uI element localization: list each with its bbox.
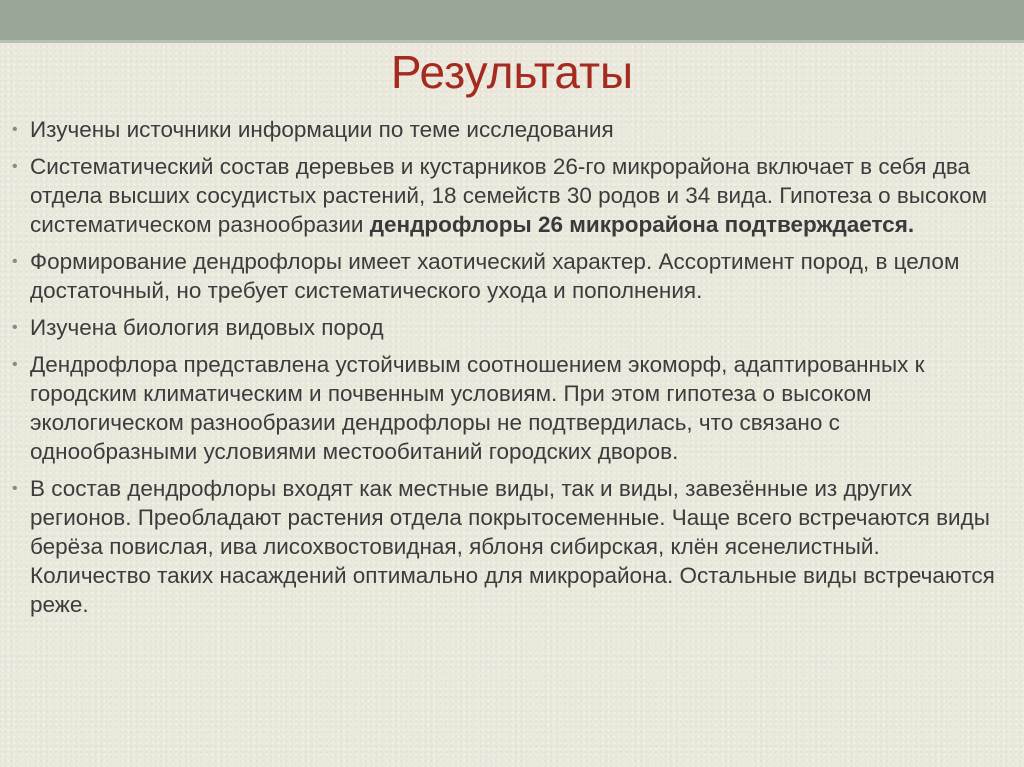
bullet-text [30, 154, 987, 237]
bullet-marker: • [12, 356, 18, 373]
bullet-item-3 [12, 247, 997, 305]
bullet-text-bold: дендрофлоры 26 микрорайона подтверждается. [369, 212, 915, 237]
bullet-marker: • [12, 319, 18, 336]
bullet-text-regular: Систематический состав деревьев и кустарников 26-го микрорайона включает в себя два отдела высших сосудистых растений, 18 семейств 30 родов и 34 вида. Гипотеза о высоком систематическом разнообразии [30, 154, 988, 237]
bullet-marker: • [12, 158, 18, 175]
bullet-item-4 [12, 313, 997, 342]
bullet-text: Дендрофлора представлена устойчивым соотношением экоморф, адаптированных к городским климатическим и почвенным условиям. При этом гипотеза о высоком экологическом разнообразии дендрофлоры не подтвердилась, что связано с однообразными условиями местообитаний городских дворов. [30, 352, 925, 464]
bullet-text: Изучены источники информации по теме исследования [30, 117, 614, 142]
bullet-marker: • [12, 480, 18, 497]
bullet-item-1 [12, 115, 997, 144]
bullet-marker: • [12, 253, 18, 270]
slide-title: Результаты [390, 46, 634, 98]
bullet-text: Формирование дендрофлоры имеет хаотический характер. Ассортимент пород, в целом достаточный, но требует систематического ухода и пополнения. [30, 249, 960, 303]
bullet-item-6 [12, 474, 997, 619]
top-decorative-bar [0, 0, 1024, 40]
bullet-text: В состав дендрофлоры входят как местные виды, так и виды, завезённые из других регионов. Преобладают растения отдела покрытосеменные. Чаще всего встречаются виды берёза повислая, ива лисохвостовидная, яблоня сибирская, клён ясенелистный. Количество таких насаждений оптимально для микрорайона. Остальные виды встречаются реже. [30, 476, 995, 617]
bullet-list [12, 115, 997, 627]
bullet-item-5 [12, 350, 997, 466]
bullet-text: Изучена биология видовых пород [30, 315, 384, 340]
bullet-item-2 [12, 152, 997, 239]
bullet-marker: • [12, 121, 18, 138]
